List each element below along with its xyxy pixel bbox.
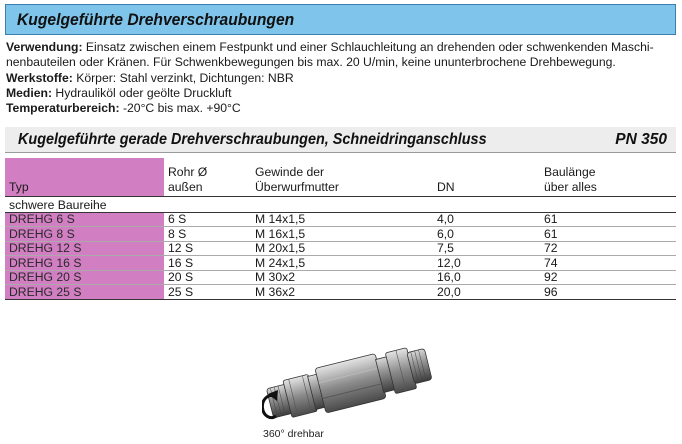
cell-laenge: 61 xyxy=(540,227,676,242)
cell-dn: 12,0 xyxy=(433,256,540,271)
col-header-rohr: Rohr Ø außen xyxy=(168,164,208,194)
col-header-laenge: Baulänge über alles xyxy=(544,164,597,194)
pressure-rating: PN 350 xyxy=(615,130,667,148)
description-line: Medien: Hydrauliköl oder geölte Druckluft xyxy=(6,85,232,100)
cell-typ: DREHG 20 S xyxy=(5,270,164,285)
cell-gewinde: M 14x1,5 xyxy=(251,212,433,227)
cell-laenge: 61 xyxy=(540,212,676,227)
cell-laenge: 96 xyxy=(540,285,676,300)
product-table xyxy=(5,158,676,300)
cell-rohr: 8 S xyxy=(164,227,251,242)
section-header xyxy=(5,127,676,153)
cell-laenge: 92 xyxy=(540,270,676,285)
page-title: Kugelgeführte Drehverschraubungen xyxy=(17,9,295,29)
cell-laenge: 72 xyxy=(540,241,676,256)
cell-gewinde: M 16x1,5 xyxy=(251,227,433,242)
table-row[interactable] xyxy=(5,285,676,300)
table-row[interactable] xyxy=(5,241,676,256)
table-row[interactable] xyxy=(5,270,676,285)
cell-rohr: 25 S xyxy=(164,285,251,300)
cell-typ: DREHG 8 S xyxy=(5,227,164,242)
description-line: Temperaturbereich: -20°C bis max. +90°C xyxy=(6,101,241,116)
table-row[interactable] xyxy=(5,256,676,271)
description-line: nenbauteilen oder Kränen. Für Schwenkbewegungen bis max. 20 U/min, keine ununterbrochene Drehbewegung. xyxy=(6,55,616,70)
col-header-dn: DN xyxy=(437,179,455,194)
group-row xyxy=(5,196,676,212)
cell-typ: DREHG 6 S xyxy=(5,212,164,227)
table-row[interactable] xyxy=(5,227,676,242)
group-label: schwere Baureihe xyxy=(5,196,676,212)
cell-gewinde: M 30x2 xyxy=(251,270,433,285)
description-block xyxy=(6,40,678,116)
cell-gewinde: M 24x1,5 xyxy=(251,256,433,271)
page-title-bar xyxy=(5,4,676,35)
cell-laenge: 74 xyxy=(540,256,676,271)
cell-typ: DREHG 16 S xyxy=(5,256,164,271)
swivel-fitting-image xyxy=(262,342,442,428)
cell-dn: 6,0 xyxy=(433,227,540,242)
cell-gewinde: M 36x2 xyxy=(251,285,433,300)
cell-typ: DREHG 12 S xyxy=(5,241,164,256)
cell-rohr: 20 S xyxy=(164,270,251,285)
cell-rohr: 12 S xyxy=(164,241,251,256)
description-line: Werkstoffe: Körper: Stahl verzinkt, Dichtungen: NBR xyxy=(6,70,294,85)
image-caption: 360° drehbar xyxy=(263,428,324,440)
cell-gewinde: M 20x1,5 xyxy=(251,241,433,256)
col-header-gewinde: Gewinde der Überwurfmutter xyxy=(255,164,339,194)
cell-typ: DREHG 25 S xyxy=(5,285,164,300)
cell-dn: 16,0 xyxy=(433,270,540,285)
cell-dn: 20,0 xyxy=(433,285,540,300)
cell-dn: 4,0 xyxy=(433,212,540,227)
table-row[interactable] xyxy=(5,212,676,227)
description-line: Verwendung: Einsatz zwischen einem Festpunkt und einer Schlauchleitung an drehenden oder schwenkenden Maschi- xyxy=(6,40,654,54)
table-header-row xyxy=(5,158,676,196)
col-header-typ: Typ xyxy=(5,158,164,196)
cell-rohr: 6 S xyxy=(164,212,251,227)
cell-rohr: 16 S xyxy=(164,256,251,271)
cell-dn: 7,5 xyxy=(433,241,540,256)
section-title: Kugelgeführte gerade Drehverschraubungen, Schneidringanschluss xyxy=(18,130,487,148)
